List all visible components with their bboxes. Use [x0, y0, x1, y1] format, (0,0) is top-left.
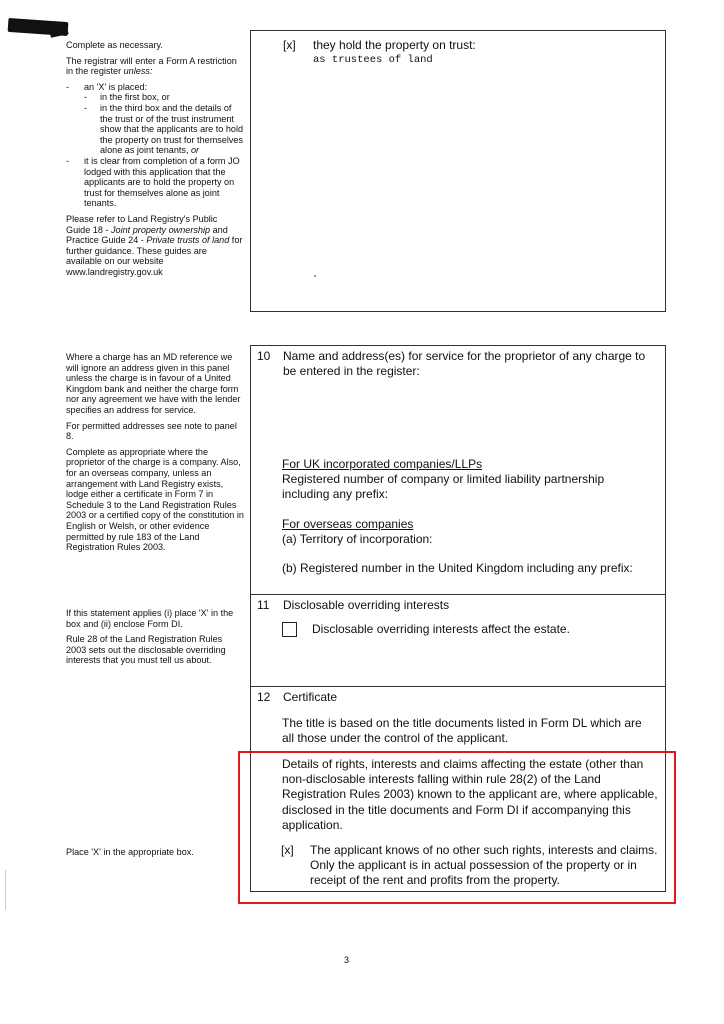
note-rule-28: Rule 28 of the Land Registration Rules 2003 sets out the disclosable overriding interests that you must tell us about.: [66, 634, 226, 666]
uk-registered-number-overseas-label: (b) Registered number in the United Kingdom including any prefix:: [282, 561, 633, 575]
note-panel11: [66, 608, 244, 671]
note-trust-section: [66, 40, 244, 282]
panel11-title: Disclosable overriding interests: [283, 598, 450, 612]
scan-speck: [314, 275, 316, 277]
disclosable-interests-option: Disclosable overriding interests affect the estate.: [312, 622, 570, 636]
uk-companies-heading: For UK incorporated companies/LLPs: [282, 457, 483, 471]
trust-mark[interactable]: [x]: [283, 38, 296, 52]
note-sub-third-box: - in the third box and the details of the trust or of the trust instrument show that the applicants are to hold the property on trust for themselves alone as joint tenants, or: [84, 103, 244, 156]
panel12-title: Certificate: [283, 690, 338, 704]
panel12-number: 12: [257, 690, 271, 704]
territory-label: (a) Territory of incorporation:: [282, 532, 433, 546]
note-place-x: Place 'X' in the appropriate box.: [66, 847, 194, 857]
overseas-companies-heading: For overseas companies: [282, 517, 414, 531]
certificate-title-docs: The title is based on the title documents listed in Form DL which are all those under the control of the applicant.: [282, 716, 642, 746]
highlight-annotation: [238, 751, 676, 904]
panel11-top-border: [250, 594, 666, 595]
note-condition-x: - an 'X' is placed: - in the first box, or - in the third box and the details of the trust or of the trust instrument show that the applicants are to hold the property on trust for themselves alone as joint tenants, or: [66, 82, 244, 156]
note-md-reference: Where a charge has an MD reference we will ignore an address given in this panel unless the charge is in favour of a United Kingdom bank and neither the charge form nor any agreement we have with the lender specifies an address for service.: [66, 352, 241, 415]
panel10-top-border: [250, 345, 666, 346]
trust-typed-value[interactable]: as trustees of land: [313, 54, 433, 66]
certificate-rights-interests: Details of rights, interests and claims affecting the estate (other than non-disclosable interests falling within rule 28(2) of the Land Registration Rules 2003) known to the applicant are, where applicable, disclosed in the title documents and Form DI if accompanying this application.: [282, 757, 658, 832]
note-condition-form-jo: - it is clear from completion of a form JO lodged with this application that the applicants are to hold the property on trust for themselves alone as joint tenants.: [66, 156, 244, 209]
note-conditions-list: [66, 82, 244, 209]
panel11-number: 11: [257, 598, 270, 612]
note-company-proprietor: Complete as appropriate where the proprietor of the charge is a company. Also, for an overseas company, unless an arrangement with Land Registry exists, lodge either a certificate in Form 7 in Schedule 3 to the Land Registration Rules 2003 or a certified copy of the constitution in English or Welsh, or other evidence permitted by rule 183 of the Land Registration Rules 2003.: [66, 446, 244, 553]
panel10-title: Name and address(es) for service for the proprietor of any charge to be entered in the register:: [283, 349, 646, 379]
scan-artifact: [5, 870, 6, 910]
trust-box: [250, 30, 666, 312]
note-panel10: [66, 352, 244, 558]
trust-statement: they hold the property on trust:: [313, 38, 476, 52]
note-complete-as-necessary: Complete as necessary.: [66, 40, 163, 50]
panel12-top-border: [250, 686, 666, 687]
note-enclose-form-di: If this statement applies (i) place 'X' in the box and (ii) enclose Form DI.: [66, 608, 234, 629]
page-number: 3: [344, 955, 350, 965]
certificate-no-other-rights: The applicant knows of no other such rights, interests and claims. Only the applicant is in actual possession of the property or in receipt of the rent and profits from the property.: [310, 843, 658, 888]
note-permitted-addresses: For permitted addresses see note to panel 8.: [66, 420, 237, 442]
uk-registered-number-label: Registered number of company or limited liability partnership including any prefix:: [282, 472, 605, 502]
certificate-mark[interactable]: [x]: [281, 843, 294, 857]
note-subconditions: [84, 92, 244, 156]
panel10-number: 10: [257, 349, 271, 363]
note-form-a-restriction: The registrar will enter a Form A restriction in the register unless:: [66, 55, 237, 77]
note-panel12: [66, 847, 244, 863]
note-sub-first-box: - in the first box, or: [84, 92, 244, 103]
disclosable-interests-checkbox[interactable]: [282, 622, 297, 637]
note-guidance: Please refer to Land Registry's Public Guide 18 - Joint property ownership and Practice Guide 24 - Private trusts of land for further guidance. These guides are available on our website www.landregistry.gov.uk: [66, 213, 243, 277]
